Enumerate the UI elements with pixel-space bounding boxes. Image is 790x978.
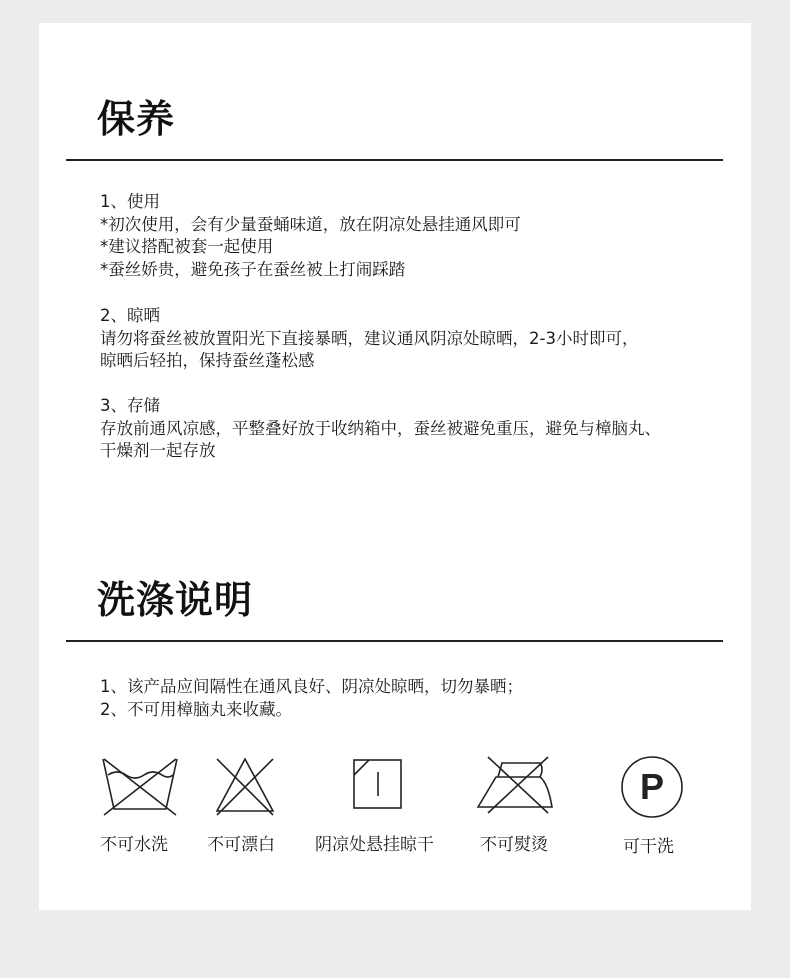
care-title: 保养: [97, 97, 176, 141]
drying-line: 请勿将蚕丝被放置阳光下直接暴晒，建议通风阴凉处晾晒，2-3小时即可，: [100, 328, 639, 348]
usage-heading: 1、使用: [100, 192, 160, 211]
line-dry-shade-icon: [352, 758, 404, 816]
no-iron-icon: [474, 753, 558, 819]
drying-heading: 2、晾晒: [100, 306, 160, 325]
no-bleach-icon: [213, 755, 277, 821]
no-wash-icon: [100, 753, 180, 821]
usage-line: *建议搭配被套一起使用: [100, 237, 274, 256]
usage-line: *初次使用，会有少量蚕蛹味道，放在阴凉处悬挂通风即可: [100, 214, 521, 234]
no-iron-label: 不可熨烫: [480, 835, 548, 855]
dry-clean-letter: P: [639, 766, 665, 807]
storage-line: 干燥剂一起存放: [100, 441, 216, 460]
dry-clean-p-icon: [620, 755, 684, 823]
care-symbols-row: [39, 23, 751, 910]
storage-heading: 3、存储: [100, 396, 160, 415]
storage-line: 存放前通风凉感，平整叠好放于收纳箱中，蚕丝被避免重压，避免与樟脑丸、: [100, 418, 661, 438]
no-bleach-label: 不可漂白: [207, 835, 275, 855]
dry-clean-label: 可干洗: [623, 837, 674, 857]
usage-line: *蚕丝娇贵，避免孩子在蚕丝被上打闹踩踏: [100, 259, 406, 279]
care-instructions-card: [39, 23, 751, 910]
washing-title: 洗涤说明: [97, 578, 254, 622]
line-dry-shade-label: 阴凉处悬挂晾干: [315, 835, 434, 855]
washing-note: 2、不可用樟脑丸来收藏。: [100, 699, 292, 719]
drying-line: 晾晒后轻拍，保持蚕丝蓬松感: [100, 351, 315, 370]
washing-note: 1、该产品应间隔性在通风良好、阴凉处晾晒，切勿暴晒；: [100, 677, 523, 696]
no-wash-label: 不可水洗: [100, 835, 168, 855]
